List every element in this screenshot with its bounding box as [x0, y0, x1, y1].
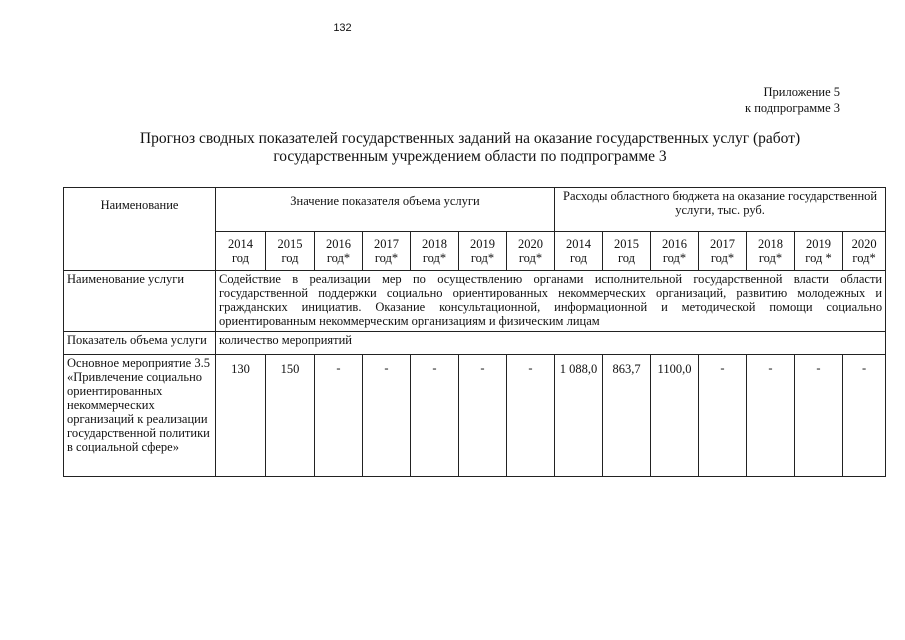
expense-year-number: 2016: [662, 237, 688, 251]
volume-value-cell: 130: [216, 355, 266, 477]
expense-year-2014: [555, 232, 603, 271]
appendix-note: [745, 84, 840, 116]
expense-year-number: 2020: [851, 237, 877, 251]
service-description: Содействие в реализации мер по осуществлению органами исполнительной государственной власти области государственной поддержки социально ориентированных некоммерческих организаций, развитию молодежных и гражданских инициатив. Оказание консультационной, информационной и методической помощи социально ориентированным некоммерческим организациям и физическим лицам: [216, 271, 886, 332]
expense-year-suffix: год*: [852, 251, 876, 265]
volume-value-cell: 150: [266, 355, 315, 477]
event-label: Основное мероприятие 3.5 «Привлечение социально ориентированных некоммерческих организаций к реализации государственной политики в социальной сфере»: [64, 355, 216, 477]
expense-value-cell: -: [747, 355, 795, 477]
expense-year-suffix: год *: [805, 251, 832, 265]
header-volume-group: Значение показателя объема услуги: [216, 188, 555, 232]
expense-year-number: 2017: [710, 237, 736, 251]
expense-year-2017: [699, 232, 747, 271]
volume-year-2015: [266, 232, 315, 271]
volume-year-suffix: год*: [374, 251, 399, 265]
volume-year-suffix: год: [281, 251, 299, 265]
expense-year-2018: [747, 232, 795, 271]
appendix-line-2: к подпрограмме 3: [745, 101, 840, 115]
indicator-value: количество мероприятий: [216, 332, 886, 355]
header-expense-group: Расходы областного бюджета на оказание государственной услуги, тыс. руб.: [555, 188, 886, 232]
volume-year-number: 2016: [326, 237, 351, 251]
expense-value-cell: -: [699, 355, 747, 477]
document-title: [100, 130, 840, 166]
volume-value-cell: -: [315, 355, 363, 477]
forecast-table: [63, 187, 886, 477]
volume-year-2019: [459, 232, 507, 271]
volume-year-number: 2019: [470, 237, 495, 251]
header-row-1: [64, 188, 886, 232]
expense-value-cell: 1 088,0: [555, 355, 603, 477]
page-number: 132: [333, 22, 352, 34]
volume-year-suffix: год*: [518, 251, 543, 265]
expense-value-cell: 1100,0: [651, 355, 699, 477]
event-row: [64, 355, 886, 477]
expense-year-suffix: год: [569, 251, 588, 265]
volume-year-suffix: год*: [422, 251, 447, 265]
expense-year-suffix: год*: [662, 251, 687, 265]
volume-year-suffix: год*: [326, 251, 351, 265]
expense-year-2020: [843, 232, 886, 271]
volume-value-cell: -: [363, 355, 411, 477]
volume-year-2020: [507, 232, 555, 271]
expense-year-number: 2018: [758, 237, 784, 251]
indicator-row: [64, 332, 886, 355]
volume-value-cell: -: [411, 355, 459, 477]
expense-year-suffix: год*: [710, 251, 735, 265]
indicator-label: Показатель объема услуги: [64, 332, 216, 355]
volume-year-number: 2017: [374, 237, 399, 251]
expense-year-2016: [651, 232, 699, 271]
volume-value-cell: -: [459, 355, 507, 477]
expense-year-suffix: год: [617, 251, 636, 265]
volume-year-2014: [216, 232, 266, 271]
volume-year-number: 2018: [422, 237, 447, 251]
volume-year-2016: [315, 232, 363, 271]
expense-value-cell: 863,7: [603, 355, 651, 477]
volume-year-number: 2020: [518, 237, 543, 251]
expense-year-2015: [603, 232, 651, 271]
expense-year-2019: [795, 232, 843, 271]
expense-year-number: 2015: [614, 237, 640, 251]
appendix-line-1: Приложение 5: [763, 85, 840, 99]
volume-year-number: 2015: [277, 237, 303, 251]
volume-year-2017: [363, 232, 411, 271]
expense-value-cell: -: [843, 355, 886, 477]
service-label: Наименование услуги: [64, 271, 216, 332]
volume-year-2018: [411, 232, 459, 271]
volume-year-suffix: год*: [470, 251, 495, 265]
title-line-2: государственным учреждением области по подпрограмме 3: [273, 148, 667, 165]
expense-year-number: 2019: [806, 237, 832, 251]
volume-value-cell: -: [507, 355, 555, 477]
expense-year-suffix: год*: [758, 251, 783, 265]
title-line-1: Прогноз сводных показателей государственных заданий на оказание государственных услуг (работ): [139, 130, 801, 147]
volume-year-number: 2014: [228, 237, 253, 251]
expense-year-number: 2014: [566, 237, 592, 251]
service-row: [64, 271, 886, 332]
expense-value-cell: -: [795, 355, 843, 477]
volume-year-suffix: год: [231, 251, 250, 265]
header-name: Наименование: [64, 188, 216, 271]
